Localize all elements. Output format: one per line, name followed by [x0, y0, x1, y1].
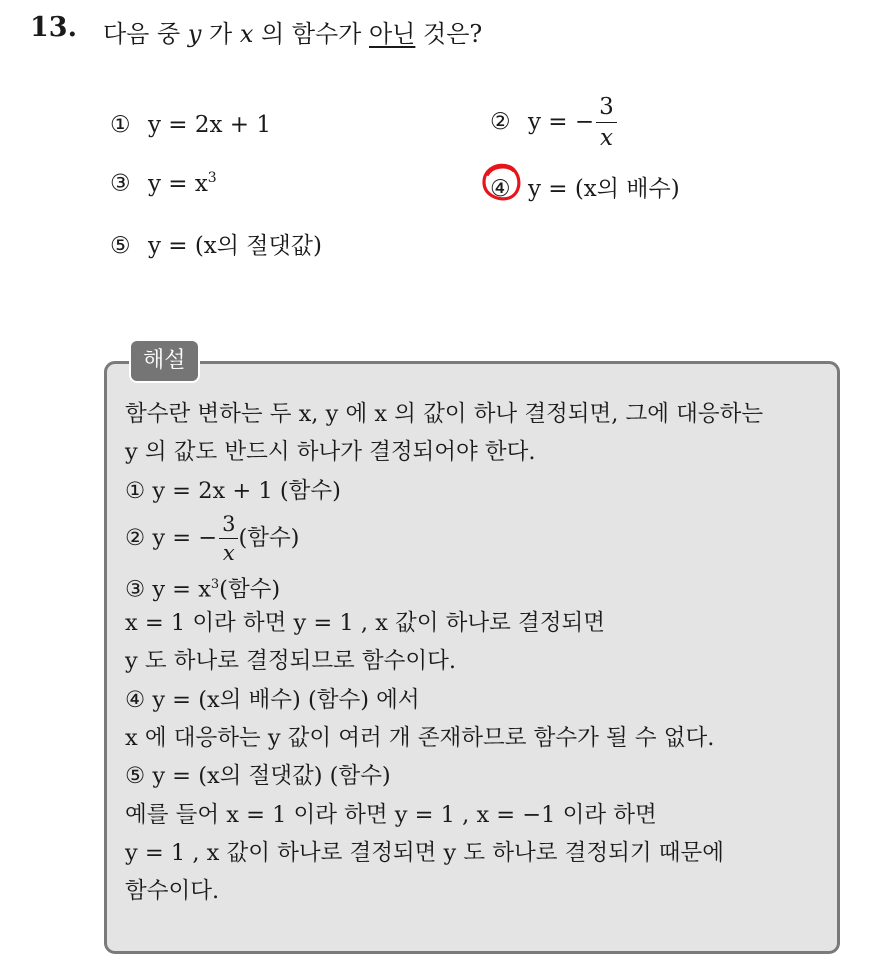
- solution-line-fraction: ② y = − $\frac{3}{x}$ (함수): [125, 511, 300, 565]
- question-number: 13.: [30, 12, 77, 43]
- exponent: 3: [207, 170, 217, 186]
- underlined-word: 아닌: [369, 20, 416, 48]
- solution-text: [125, 395, 763, 911]
- option-expression: y = x: [147, 170, 208, 197]
- question-text: 다음 중 y 가 x 의 함수가 아닌 것은?: [103, 20, 483, 48]
- solution-line: ④ y = (x의 배수) (함수) 에서: [125, 686, 420, 713]
- solution-line: y 의 값도 반드시 하나가 결정되어야 한다.: [125, 439, 536, 466]
- solution-line: 함수이다.: [125, 878, 220, 905]
- solution-line: x = 1 이라 하면 y = 1 , x 값이 하나로 결정되면: [125, 610, 605, 637]
- option-expression: y = −: [527, 109, 595, 135]
- option-expression: y = 2x + 1: [147, 112, 271, 138]
- option-3[interactable]: [110, 170, 217, 197]
- option-marker: ②: [490, 109, 511, 135]
- option-5[interactable]: [110, 227, 322, 260]
- solution-line: ① y = 2x + 1 (함수): [125, 477, 341, 504]
- option-marker: ③: [110, 170, 131, 197]
- solution-tag: 해설: [129, 339, 200, 383]
- option-expression: y = (x의 절댓값): [147, 233, 322, 259]
- solution-line: ⑤ y = (x의 절댓값) (함수): [125, 763, 391, 790]
- answer-circle-mark: [480, 161, 524, 203]
- solution-line: x 에 대응하는 y 값이 여러 개 존재하므로 함수가 될 수 없다.: [125, 725, 715, 752]
- solution-line: y = 1 , x 값이 하나로 결정되면 y 도 하나로 결정되기 때문에: [125, 839, 724, 866]
- solution-line: 예를 들어 x = 1 이라 하면 y = 1 , x = −1 이라 하면: [125, 801, 657, 828]
- solution-line: y 도 하나로 결정되므로 함수이다.: [125, 648, 457, 675]
- option-2[interactable]: [490, 96, 617, 150]
- option-expression: y = (x의 배수): [527, 176, 680, 202]
- option-marker: ⑤: [110, 233, 131, 259]
- fraction: $\frac{3}{x}$: [596, 96, 617, 150]
- option-1[interactable]: [110, 112, 271, 138]
- option-marker: ④: [490, 176, 511, 202]
- fraction: $\frac{3}{x}$: [219, 514, 238, 564]
- exponent: 3: [210, 576, 220, 592]
- solution-line: ③ $y = x^3$(함수): [125, 576, 281, 603]
- option-marker: ①: [110, 112, 131, 138]
- solution-line: 함수란 변하는 두 x, y 에 x 의 값이 하나 결정되면, 그에 대응하는: [125, 401, 764, 427]
